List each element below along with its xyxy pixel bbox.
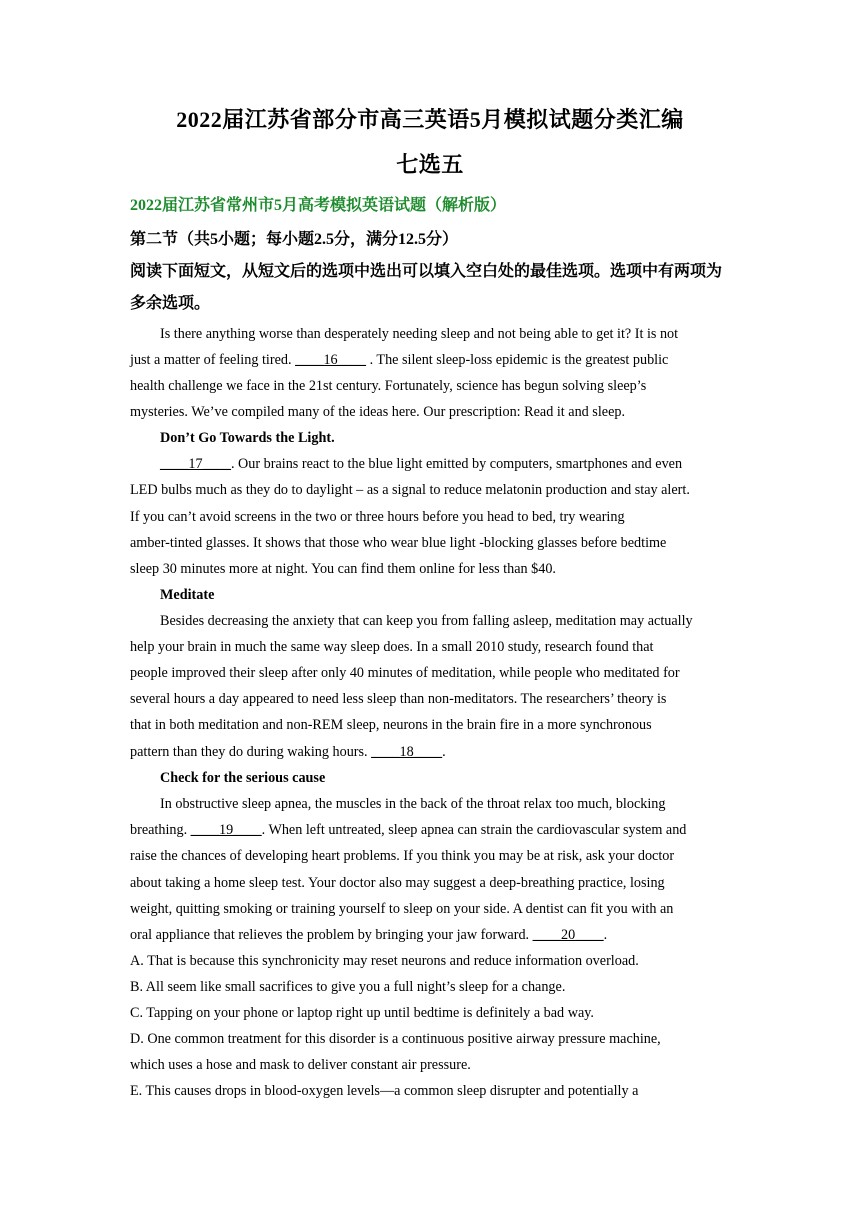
passage-line: people improved their sleep after only 40 minutes of meditation, while people who meditated for [130,665,680,681]
passage-text: oral appliance that relieves the problem by bringing your jaw forward. [130,927,533,943]
passage-heading: Meditate [160,587,215,603]
passage-line [130,352,668,369]
passage-heading: Check for the serious cause [160,770,326,786]
passage-line: If you can’t avoid screens in the two or three hours before you head to bed, try wearing [130,509,625,525]
document-title: 2022届江苏省部分市高三英语5月模拟试题分类汇编 [176,107,684,132]
passage-line: mysteries. We’ve compiled many of the ideas here. Our prescription: Read it and sleep. [130,404,626,420]
passage-text: . When left untreated, sleep apnea can strain the cardiovascular system and [261,822,687,838]
blank-17: ____17____ [160,456,231,472]
passage-line: raise the chances of developing heart problems. If you think you may be at risk, ask your doctor [130,848,675,864]
passage-text: . The silent sleep-loss epidemic is the greatest public [366,352,669,368]
passage-line: that in both meditation and non-REM sleep, neurons in the brain fire in a more synchronous [130,717,652,733]
passage-line: sleep 30 minutes more at night. You can find them online for less than $40. [130,561,556,577]
passage-text: . [603,927,608,943]
passage-line: In obstructive sleep apnea, the muscles in the back of the throat relax too much, blocking [160,796,666,812]
passage-line [160,456,682,473]
passage-line: Besides decreasing the anxiety that can keep you from falling asleep, meditation may actually [160,613,693,629]
passage-text: just a matter of feeling tired. [130,352,296,368]
source-heading: 2022届江苏省常州市5月高考模拟英语试题（解析版） [130,197,507,214]
blank-18: ____18____ [371,744,443,760]
blank-19: ____19____ [190,822,262,838]
passage-line: health challenge we face in the 21st century. Fortunately, science has begun solving sleep’s [130,378,647,394]
option-d-continued: which uses a hose and mask to deliver constant air pressure. [130,1057,471,1073]
passage-line: about taking a home sleep test. Your doctor also may suggest a deep-breathing practice, losing [130,875,665,891]
option-e: E. This causes drops in blood-oxygen levels—a common sleep disrupter and potentially a [130,1083,639,1099]
passage-heading: Don’t Go Towards the Light. [160,430,335,446]
passage-line: help your brain in much the same way sleep does. In a small 2010 study, research found that [130,639,654,655]
option-b: B. All seem like small sacrifices to give you a full night’s sleep for a change. [130,979,566,995]
passage-line: several hours a day appeared to need less sleep than non-meditators. The researchers’ theory is [130,691,667,707]
instruction-text: 阅读下面短文，从短文后的选项中选出可以填入空白处的最佳选项。选项中有两项为多余选项。 [130,263,723,312]
passage-line: Is there anything worse than desperately needing sleep and not being able to get it? It is not [160,326,679,342]
option-a: A. That is because this synchronicity may reset neurons and reduce information overload. [130,953,639,969]
passage-line: weight, quitting smoking or training yourself to sleep on your side. A dentist can fit you with an [130,901,674,917]
option-c: C. Tapping on your phone or laptop right up until bedtime is definitely a bad way. [130,1005,594,1021]
option-d: D. One common treatment for this disorder is a continuous positive airway pressure machine, [130,1031,661,1047]
section-heading: 第二节（共5小题；每小题2.5分，满分12.5分） [130,231,459,248]
passage-text: . [442,744,446,760]
passage-text: . Our brains react to the blue light emitted by computers, smartphones and even [230,456,683,472]
document-subtitle: 七选五 [396,152,464,177]
passage-line: amber-tinted glasses. It shows that those who wear blue light -blocking glasses before bedtime [130,535,667,551]
blank-16: ____16____ [295,352,367,368]
passage-line [130,744,446,761]
passage-line: LED bulbs much as they do to daylight – as a signal to reduce melatonin production and stay alert. [130,482,690,498]
passage-line [130,822,686,839]
passage-text: pattern than they do during waking hours. [130,744,372,760]
blank-20: ____20____ [532,927,604,943]
passage-line [130,927,607,944]
passage-text: breathing. [130,822,191,838]
